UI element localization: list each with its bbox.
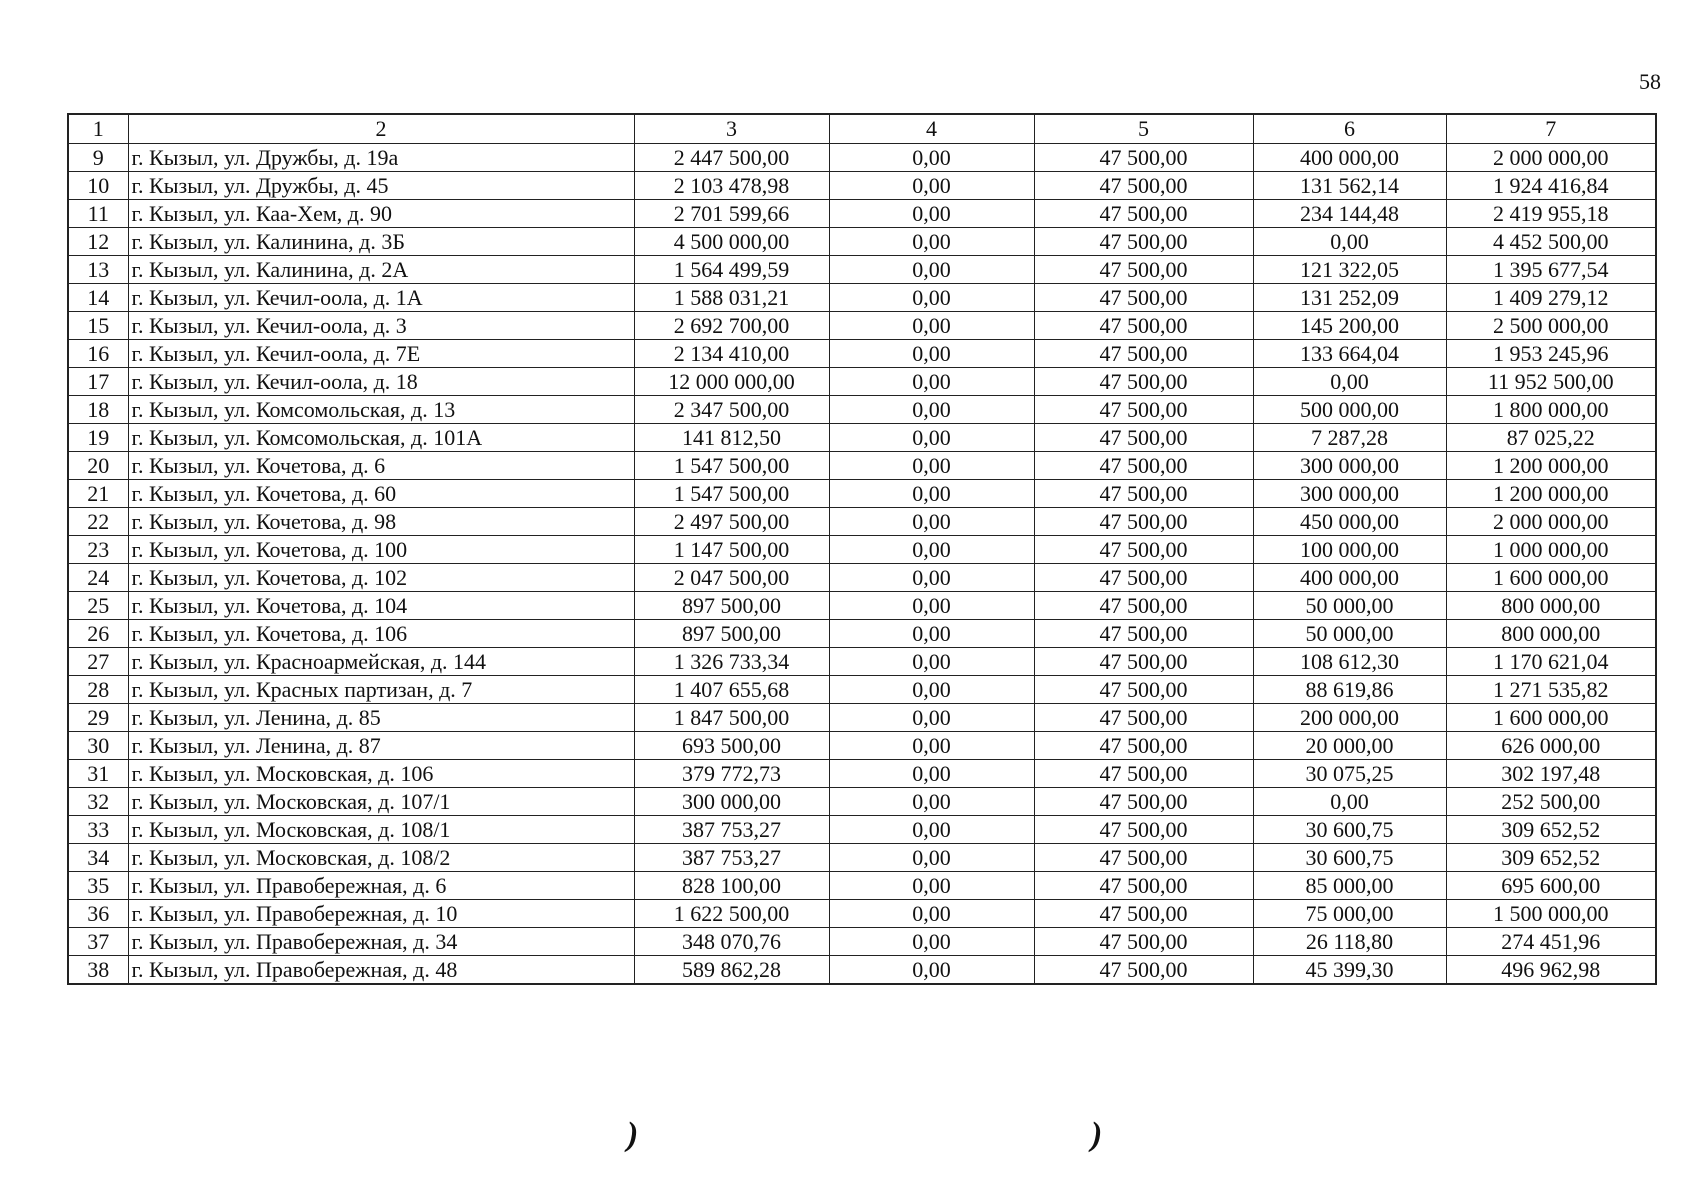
col-7-value-cell: 1 600 000,00 <box>1446 564 1656 592</box>
row-number-cell: 12 <box>68 228 128 256</box>
col-5-value-cell: 47 500,00 <box>1034 368 1253 396</box>
address-cell: г. Кызыл, ул. Московская, д. 107/1 <box>128 788 634 816</box>
row-number-cell: 38 <box>68 956 128 985</box>
col-6-value-cell: 450 000,00 <box>1253 508 1446 536</box>
col-5-value-cell: 47 500,00 <box>1034 704 1253 732</box>
col-5-value-cell: 47 500,00 <box>1034 648 1253 676</box>
col-5-value-cell: 47 500,00 <box>1034 340 1253 368</box>
row-number-cell: 23 <box>68 536 128 564</box>
table-row <box>68 172 1656 200</box>
col-4-value-cell: 0,00 <box>829 704 1034 732</box>
col-7-value-cell: 626 000,00 <box>1446 732 1656 760</box>
col-5-value-cell: 47 500,00 <box>1034 172 1253 200</box>
table-row <box>68 144 1656 172</box>
address-cell: г. Кызыл, ул. Кочетова, д. 6 <box>128 452 634 480</box>
address-cell: г. Кызыл, ул. Комсомольская, д. 13 <box>128 396 634 424</box>
address-cell: г. Кызыл, ул. Дружбы, д. 19а <box>128 144 634 172</box>
address-cell: г. Кызыл, ул. Правобережная, д. 10 <box>128 900 634 928</box>
col-6-value-cell: 131 252,09 <box>1253 284 1446 312</box>
address-cell: г. Кызыл, ул. Московская, д. 108/1 <box>128 816 634 844</box>
row-number-cell: 28 <box>68 676 128 704</box>
col-6-value-cell: 131 562,14 <box>1253 172 1446 200</box>
col-4-value-cell: 0,00 <box>829 396 1034 424</box>
address-cell: г. Кызыл, ул. Кочетова, д. 100 <box>128 536 634 564</box>
column-header: 5 <box>1034 114 1253 144</box>
table-row <box>68 256 1656 284</box>
col-4-value-cell: 0,00 <box>829 256 1034 284</box>
row-number-cell: 16 <box>68 340 128 368</box>
table-row <box>68 508 1656 536</box>
col-6-value-cell: 400 000,00 <box>1253 564 1446 592</box>
col-4-value-cell: 0,00 <box>829 452 1034 480</box>
col-3-value-cell: 387 753,27 <box>634 844 829 872</box>
col-5-value-cell: 47 500,00 <box>1034 228 1253 256</box>
col-6-value-cell: 145 200,00 <box>1253 312 1446 340</box>
page-number: 58 <box>1639 69 1661 94</box>
col-5-value-cell: 47 500,00 <box>1034 396 1253 424</box>
col-6-value-cell: 108 612,30 <box>1253 648 1446 676</box>
col-3-value-cell: 379 772,73 <box>634 760 829 788</box>
row-number-cell: 17 <box>68 368 128 396</box>
row-number-cell: 37 <box>68 928 128 956</box>
col-6-value-cell: 88 619,86 <box>1253 676 1446 704</box>
row-number-cell: 18 <box>68 396 128 424</box>
table-row <box>68 340 1656 368</box>
table-row <box>68 228 1656 256</box>
col-5-value-cell: 47 500,00 <box>1034 508 1253 536</box>
row-number-cell: 27 <box>68 648 128 676</box>
table-row <box>68 424 1656 452</box>
col-5-value-cell: 47 500,00 <box>1034 760 1253 788</box>
row-number-cell: 35 <box>68 872 128 900</box>
col-4-value-cell: 0,00 <box>829 732 1034 760</box>
col-5-value-cell: 47 500,00 <box>1034 732 1253 760</box>
address-cell: г. Кызыл, ул. Кечил-оола, д. 3 <box>128 312 634 340</box>
address-cell: г. Кызыл, ул. Калинина, д. 3Б <box>128 228 634 256</box>
col-4-value-cell: 0,00 <box>829 648 1034 676</box>
col-4-value-cell: 0,00 <box>829 760 1034 788</box>
address-cell: г. Кызыл, ул. Кочетова, д. 98 <box>128 508 634 536</box>
col-5-value-cell: 47 500,00 <box>1034 424 1253 452</box>
col-3-value-cell: 1 564 499,59 <box>634 256 829 284</box>
col-7-value-cell: 1 200 000,00 <box>1446 480 1656 508</box>
col-4-value-cell: 0,00 <box>829 144 1034 172</box>
address-cell: г. Кызыл, ул. Каа-Хем, д. 90 <box>128 200 634 228</box>
col-7-value-cell: 1 800 000,00 <box>1446 396 1656 424</box>
col-3-value-cell: 1 547 500,00 <box>634 480 829 508</box>
table-row <box>68 928 1656 956</box>
table-row <box>68 200 1656 228</box>
col-7-value-cell: 1 500 000,00 <box>1446 900 1656 928</box>
col-7-value-cell: 695 600,00 <box>1446 872 1656 900</box>
col-6-value-cell: 50 000,00 <box>1253 592 1446 620</box>
address-cell: г. Кызыл, ул. Калинина, д. 2А <box>128 256 634 284</box>
col-5-value-cell: 47 500,00 <box>1034 284 1253 312</box>
col-4-value-cell: 0,00 <box>829 368 1034 396</box>
table-row <box>68 452 1656 480</box>
col-7-value-cell: 1 395 677,54 <box>1446 256 1656 284</box>
col-6-value-cell: 300 000,00 <box>1253 480 1446 508</box>
row-number-cell: 15 <box>68 312 128 340</box>
row-number-cell: 36 <box>68 900 128 928</box>
col-6-value-cell: 30 075,25 <box>1253 760 1446 788</box>
table-row <box>68 368 1656 396</box>
column-header: 1 <box>68 114 128 144</box>
col-5-value-cell: 47 500,00 <box>1034 452 1253 480</box>
col-7-value-cell: 1 409 279,12 <box>1446 284 1656 312</box>
col-3-value-cell: 141 812,50 <box>634 424 829 452</box>
col-4-value-cell: 0,00 <box>829 480 1034 508</box>
col-7-value-cell: 2 500 000,00 <box>1446 312 1656 340</box>
row-number-cell: 31 <box>68 760 128 788</box>
col-3-value-cell: 2 701 599,66 <box>634 200 829 228</box>
col-4-value-cell: 0,00 <box>829 956 1034 985</box>
col-7-value-cell: 274 451,96 <box>1446 928 1656 956</box>
row-number-cell: 19 <box>68 424 128 452</box>
table-row <box>68 564 1656 592</box>
col-7-value-cell: 1 953 245,96 <box>1446 340 1656 368</box>
col-5-value-cell: 47 500,00 <box>1034 676 1253 704</box>
col-4-value-cell: 0,00 <box>829 928 1034 956</box>
col-5-value-cell: 47 500,00 <box>1034 872 1253 900</box>
address-cell: г. Кызыл, ул. Ленина, д. 87 <box>128 732 634 760</box>
col-7-value-cell: 1 600 000,00 <box>1446 704 1656 732</box>
col-6-value-cell: 85 000,00 <box>1253 872 1446 900</box>
address-cell: г. Кызыл, ул. Кечил-оола, д. 7Е <box>128 340 634 368</box>
col-5-value-cell: 47 500,00 <box>1034 816 1253 844</box>
col-4-value-cell: 0,00 <box>829 536 1034 564</box>
row-number-cell: 13 <box>68 256 128 284</box>
column-header: 6 <box>1253 114 1446 144</box>
col-3-value-cell: 2 103 478,98 <box>634 172 829 200</box>
row-number-cell: 26 <box>68 620 128 648</box>
col-7-value-cell: 1 000 000,00 <box>1446 536 1656 564</box>
table-row <box>68 760 1656 788</box>
col-4-value-cell: 0,00 <box>829 228 1034 256</box>
col-4-value-cell: 0,00 <box>829 564 1034 592</box>
col-5-value-cell: 47 500,00 <box>1034 480 1253 508</box>
col-5-value-cell: 47 500,00 <box>1034 144 1253 172</box>
table-row <box>68 284 1656 312</box>
row-number-cell: 32 <box>68 788 128 816</box>
col-5-value-cell: 47 500,00 <box>1034 900 1253 928</box>
col-3-value-cell: 2 692 700,00 <box>634 312 829 340</box>
col-4-value-cell: 0,00 <box>829 872 1034 900</box>
col-3-value-cell: 1 407 655,68 <box>634 676 829 704</box>
address-cell: г. Кызыл, ул. Кочетова, д. 102 <box>128 564 634 592</box>
col-3-value-cell: 897 500,00 <box>634 592 829 620</box>
address-cell: г. Кызыл, ул. Кочетова, д. 106 <box>128 620 634 648</box>
row-number-cell: 11 <box>68 200 128 228</box>
col-5-value-cell: 47 500,00 <box>1034 200 1253 228</box>
row-number-cell: 20 <box>68 452 128 480</box>
col-5-value-cell: 47 500,00 <box>1034 928 1253 956</box>
col-7-value-cell: 1 200 000,00 <box>1446 452 1656 480</box>
col-6-value-cell: 200 000,00 <box>1253 704 1446 732</box>
row-number-cell: 29 <box>68 704 128 732</box>
col-6-value-cell: 133 664,04 <box>1253 340 1446 368</box>
col-3-value-cell: 348 070,76 <box>634 928 829 956</box>
col-5-value-cell: 47 500,00 <box>1034 564 1253 592</box>
col-4-value-cell: 0,00 <box>829 844 1034 872</box>
col-6-value-cell: 30 600,75 <box>1253 816 1446 844</box>
col-3-value-cell: 2 134 410,00 <box>634 340 829 368</box>
col-3-value-cell: 828 100,00 <box>634 872 829 900</box>
col-3-value-cell: 12 000 000,00 <box>634 368 829 396</box>
col-7-value-cell: 1 170 621,04 <box>1446 648 1656 676</box>
table-row <box>68 900 1656 928</box>
col-6-value-cell: 500 000,00 <box>1253 396 1446 424</box>
col-6-value-cell: 26 118,80 <box>1253 928 1446 956</box>
col-5-value-cell: 47 500,00 <box>1034 788 1253 816</box>
data-table <box>67 113 1657 985</box>
col-3-value-cell: 693 500,00 <box>634 732 829 760</box>
col-3-value-cell: 1 622 500,00 <box>634 900 829 928</box>
col-7-value-cell: 2 419 955,18 <box>1446 200 1656 228</box>
col-6-value-cell: 75 000,00 <box>1253 900 1446 928</box>
table-row <box>68 480 1656 508</box>
col-7-value-cell: 87 025,22 <box>1446 424 1656 452</box>
table-row <box>68 648 1656 676</box>
col-7-value-cell: 2 000 000,00 <box>1446 508 1656 536</box>
table-row <box>68 592 1656 620</box>
address-cell: г. Кызыл, ул. Московская, д. 108/2 <box>128 844 634 872</box>
col-6-value-cell: 121 322,05 <box>1253 256 1446 284</box>
table-row <box>68 732 1656 760</box>
row-number-cell: 10 <box>68 172 128 200</box>
col-6-value-cell: 50 000,00 <box>1253 620 1446 648</box>
address-cell: г. Кызыл, ул. Комсомольская, д. 101А <box>128 424 634 452</box>
footer-mark-right: ) <box>1091 1116 1103 1153</box>
col-4-value-cell: 0,00 <box>829 312 1034 340</box>
col-6-value-cell: 0,00 <box>1253 368 1446 396</box>
col-3-value-cell: 1 588 031,21 <box>634 284 829 312</box>
col-3-value-cell: 1 847 500,00 <box>634 704 829 732</box>
table-row <box>68 704 1656 732</box>
col-3-value-cell: 589 862,28 <box>634 956 829 985</box>
address-cell: г. Кызыл, ул. Дружбы, д. 45 <box>128 172 634 200</box>
address-cell: г. Кызыл, ул. Кечил-оола, д. 18 <box>128 368 634 396</box>
col-6-value-cell: 300 000,00 <box>1253 452 1446 480</box>
row-number-cell: 9 <box>68 144 128 172</box>
col-5-value-cell: 47 500,00 <box>1034 592 1253 620</box>
col-6-value-cell: 400 000,00 <box>1253 144 1446 172</box>
column-header: 4 <box>829 114 1034 144</box>
row-number-cell: 21 <box>68 480 128 508</box>
col-5-value-cell: 47 500,00 <box>1034 312 1253 340</box>
col-6-value-cell: 7 287,28 <box>1253 424 1446 452</box>
col-5-value-cell: 47 500,00 <box>1034 844 1253 872</box>
col-4-value-cell: 0,00 <box>829 172 1034 200</box>
row-number-cell: 22 <box>68 508 128 536</box>
col-6-value-cell: 45 399,30 <box>1253 956 1446 985</box>
address-cell: г. Кызыл, ул. Красноармейская, д. 144 <box>128 648 634 676</box>
col-3-value-cell: 2 047 500,00 <box>634 564 829 592</box>
col-6-value-cell: 234 144,48 <box>1253 200 1446 228</box>
col-4-value-cell: 0,00 <box>829 340 1034 368</box>
table-row <box>68 676 1656 704</box>
col-3-value-cell: 2 347 500,00 <box>634 396 829 424</box>
table-row <box>68 396 1656 424</box>
col-3-value-cell: 4 500 000,00 <box>634 228 829 256</box>
col-3-value-cell: 897 500,00 <box>634 620 829 648</box>
col-5-value-cell: 47 500,00 <box>1034 256 1253 284</box>
col-3-value-cell: 2 447 500,00 <box>634 144 829 172</box>
table-header-row <box>68 114 1656 144</box>
col-4-value-cell: 0,00 <box>829 816 1034 844</box>
table-row <box>68 816 1656 844</box>
col-6-value-cell: 0,00 <box>1253 788 1446 816</box>
col-3-value-cell: 387 753,27 <box>634 816 829 844</box>
address-cell: г. Кызыл, ул. Кечил-оола, д. 1А <box>128 284 634 312</box>
col-5-value-cell: 47 500,00 <box>1034 956 1253 985</box>
col-7-value-cell: 2 000 000,00 <box>1446 144 1656 172</box>
row-number-cell: 14 <box>68 284 128 312</box>
col-7-value-cell: 252 500,00 <box>1446 788 1656 816</box>
col-7-value-cell: 4 452 500,00 <box>1446 228 1656 256</box>
col-7-value-cell: 496 962,98 <box>1446 956 1656 985</box>
table-row <box>68 844 1656 872</box>
footer-mark-left: ) <box>627 1116 639 1153</box>
row-number-cell: 34 <box>68 844 128 872</box>
col-7-value-cell: 800 000,00 <box>1446 592 1656 620</box>
col-4-value-cell: 0,00 <box>829 900 1034 928</box>
col-7-value-cell: 1 271 535,82 <box>1446 676 1656 704</box>
address-cell: г. Кызыл, ул. Кочетова, д. 60 <box>128 480 634 508</box>
address-cell: г. Кызыл, ул. Ленина, д. 85 <box>128 704 634 732</box>
col-7-value-cell: 1 924 416,84 <box>1446 172 1656 200</box>
col-4-value-cell: 0,00 <box>829 620 1034 648</box>
row-number-cell: 30 <box>68 732 128 760</box>
col-5-value-cell: 47 500,00 <box>1034 620 1253 648</box>
col-4-value-cell: 0,00 <box>829 424 1034 452</box>
row-number-cell: 24 <box>68 564 128 592</box>
col-4-value-cell: 0,00 <box>829 284 1034 312</box>
address-cell: г. Кызыл, ул. Кочетова, д. 104 <box>128 592 634 620</box>
table-row <box>68 536 1656 564</box>
col-7-value-cell: 11 952 500,00 <box>1446 368 1656 396</box>
table-row <box>68 956 1656 985</box>
address-cell: г. Кызыл, ул. Правобережная, д. 6 <box>128 872 634 900</box>
address-cell: г. Кызыл, ул. Правобережная, д. 48 <box>128 956 634 985</box>
col-6-value-cell: 100 000,00 <box>1253 536 1446 564</box>
address-cell: г. Кызыл, ул. Красных партизан, д. 7 <box>128 676 634 704</box>
col-7-value-cell: 309 652,52 <box>1446 816 1656 844</box>
col-7-value-cell: 800 000,00 <box>1446 620 1656 648</box>
col-7-value-cell: 309 652,52 <box>1446 844 1656 872</box>
col-6-value-cell: 0,00 <box>1253 228 1446 256</box>
col-3-value-cell: 1 547 500,00 <box>634 452 829 480</box>
col-4-value-cell: 0,00 <box>829 788 1034 816</box>
table-row <box>68 788 1656 816</box>
col-4-value-cell: 0,00 <box>829 592 1034 620</box>
col-4-value-cell: 0,00 <box>829 200 1034 228</box>
col-3-value-cell: 300 000,00 <box>634 788 829 816</box>
table-row <box>68 620 1656 648</box>
row-number-cell: 33 <box>68 816 128 844</box>
address-cell: г. Кызыл, ул. Московская, д. 106 <box>128 760 634 788</box>
table-row <box>68 312 1656 340</box>
col-6-value-cell: 20 000,00 <box>1253 732 1446 760</box>
column-header: 3 <box>634 114 829 144</box>
table-row <box>68 872 1656 900</box>
col-6-value-cell: 30 600,75 <box>1253 844 1446 872</box>
col-4-value-cell: 0,00 <box>829 508 1034 536</box>
col-3-value-cell: 2 497 500,00 <box>634 508 829 536</box>
col-5-value-cell: 47 500,00 <box>1034 536 1253 564</box>
col-3-value-cell: 1 326 733,34 <box>634 648 829 676</box>
col-7-value-cell: 302 197,48 <box>1446 760 1656 788</box>
row-number-cell: 25 <box>68 592 128 620</box>
address-cell: г. Кызыл, ул. Правобережная, д. 34 <box>128 928 634 956</box>
col-4-value-cell: 0,00 <box>829 676 1034 704</box>
column-header: 7 <box>1446 114 1656 144</box>
column-header: 2 <box>128 114 634 144</box>
col-3-value-cell: 1 147 500,00 <box>634 536 829 564</box>
